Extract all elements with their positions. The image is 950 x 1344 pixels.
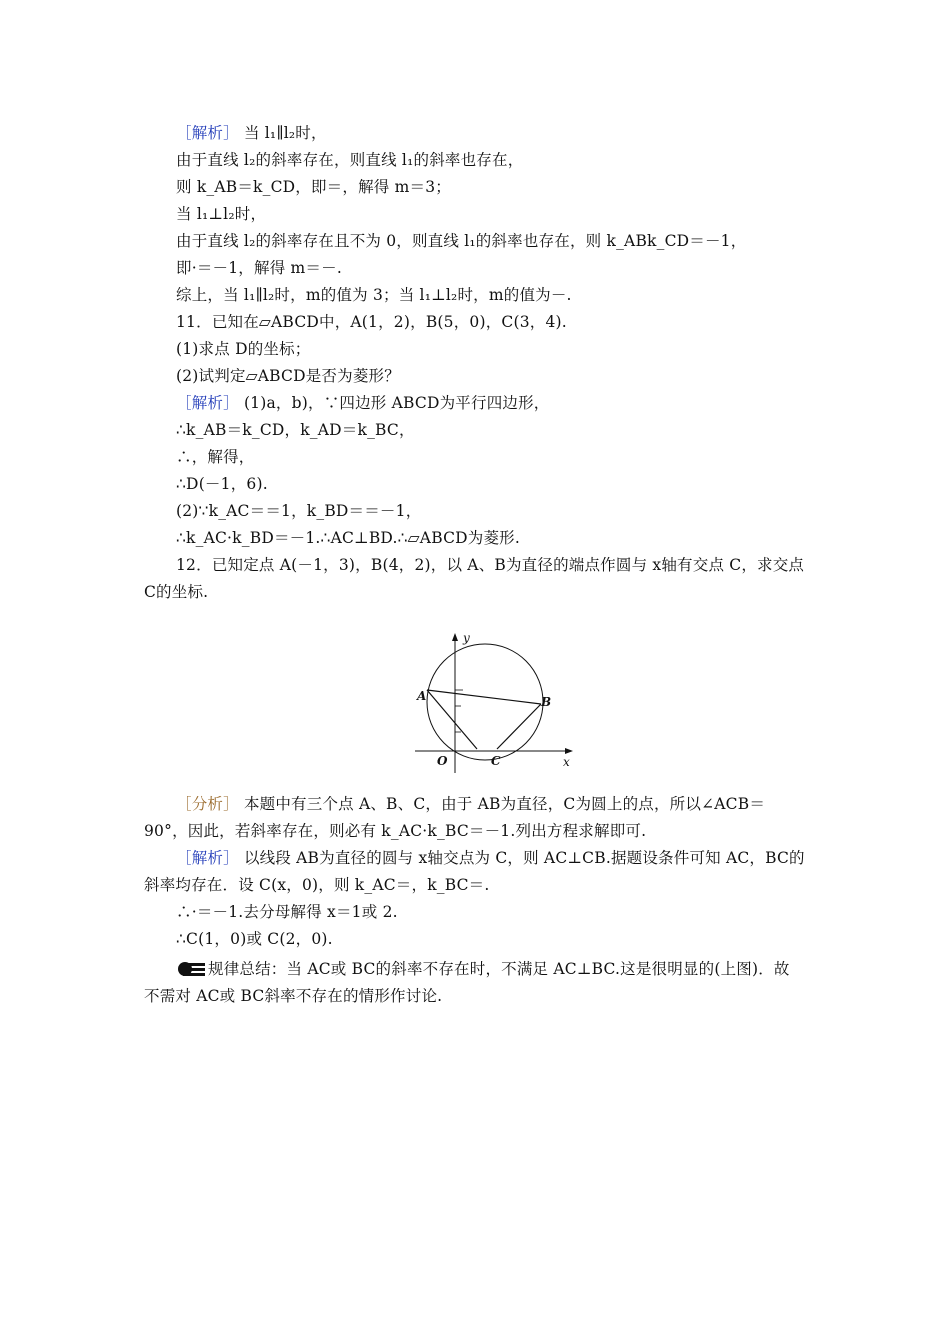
- y-axis-label: y: [463, 631, 470, 645]
- line-text: 当 l₁∥l₂时，: [243, 124, 327, 142]
- x-axis-arrow: [565, 748, 573, 754]
- line-text: 本题中有三个点 A、B、C，由于 AB为直径，C为圆上的点，所以∠ACB＝: [238, 795, 766, 813]
- rule-summary-icon: [176, 961, 206, 977]
- problem-11-part-2: (2)试判定▱ABCD是否为菱形？: [176, 367, 400, 385]
- line-text: (1)a，b)，∵四边形 ABCD为平行四边形，: [238, 394, 550, 412]
- line-4: 当 l₁⊥l₂时，: [176, 205, 267, 223]
- line-14: ∴D(－1，6).: [176, 475, 268, 493]
- line-13: ∴，解得，: [176, 448, 255, 466]
- problem-11-part-1: (1)求点 D的坐标；: [176, 340, 311, 358]
- line-11: [176, 391, 550, 415]
- problem-12: 12．已知定点 A(－1，3)，B(4，2)，以 A、B为直径的端点作圆与 x轴有交点 C，求交点: [176, 556, 805, 574]
- line-1: [176, 121, 327, 145]
- line-6: 即·＝－1，解得 m＝－.: [176, 259, 342, 277]
- analysis-tag: ［解析］: [176, 394, 239, 412]
- point-c-label: C: [491, 754, 501, 768]
- analysis-tag: ［解析］: [176, 124, 239, 142]
- point-b-label: B: [541, 695, 552, 709]
- analysis-line-5: ∴·＝－1.去分母解得 x＝1或 2.: [176, 903, 398, 921]
- circle-figure: [415, 628, 575, 778]
- segment-bc: [497, 704, 541, 749]
- line-15: (2)∵k_AC＝＝1，k_BD＝＝－1，: [176, 502, 422, 520]
- segment-ab: [427, 690, 541, 704]
- line-7: 综上，当 l₁∥l₂时，m的值为 3；当 l₁⊥l₂时，m的值为－.: [176, 286, 572, 304]
- y-axis-arrow: [452, 633, 458, 641]
- analysis-line-1: [176, 792, 765, 816]
- problem-12-cont: C的坐标.: [144, 583, 209, 601]
- x-axis-label: x: [563, 755, 570, 769]
- rule-summary-line-1: 规律总结：当 AC或 BC的斜率不存在时，不满足 AC⊥BC.这是很明显的(上图)．故: [208, 960, 790, 978]
- problem-11: 11．已知在▱ABCD中，A(1，2)，B(5，0)，C(3，4).: [176, 313, 567, 331]
- origin-label: O: [437, 754, 448, 768]
- analysis-tag: ［解析］: [176, 849, 239, 867]
- analysis-line-3: [176, 846, 805, 870]
- line-5: 由于直线 l₂的斜率存在且不为 0，则直线 l₁的斜率也存在，则 k_ABk_CD＝－1，: [176, 232, 747, 250]
- segment-ac: [427, 690, 477, 749]
- point-a-label: A: [417, 689, 427, 703]
- rule-summary-line-2: 不需对 AC或 BC斜率不存在的情形作讨论.: [144, 987, 443, 1005]
- line-text: 以线段 AB为直径的圆与 x轴交点为 C，则 AC⊥CB.据题设条件可知 AC，BC的: [238, 849, 805, 867]
- fenxi-tag: ［分析］: [176, 795, 239, 813]
- analysis-line-4: 斜率均存在．设 C(x，0)，则 k_AC＝，k_BC＝.: [144, 876, 490, 894]
- line-12: ∴k_AB＝k_CD，k_AD＝k_BC，: [176, 421, 415, 439]
- line-16: ∴k_AC·k_BD＝－1.∴AC⊥BD.∴▱ABCD为菱形.: [176, 529, 520, 547]
- line-3: 则 k_AB＝k_CD，即＝，解得 m＝3；: [176, 178, 451, 196]
- analysis-line-2: 90°，因此，若斜率存在，则必有 k_AC·k_BC＝－1.列出方程求解即可.: [144, 822, 647, 840]
- analysis-line-6: ∴C(1，0)或 C(2，0).: [176, 930, 333, 948]
- line-2: 由于直线 l₂的斜率存在，则直线 l₁的斜率也存在，: [176, 151, 524, 169]
